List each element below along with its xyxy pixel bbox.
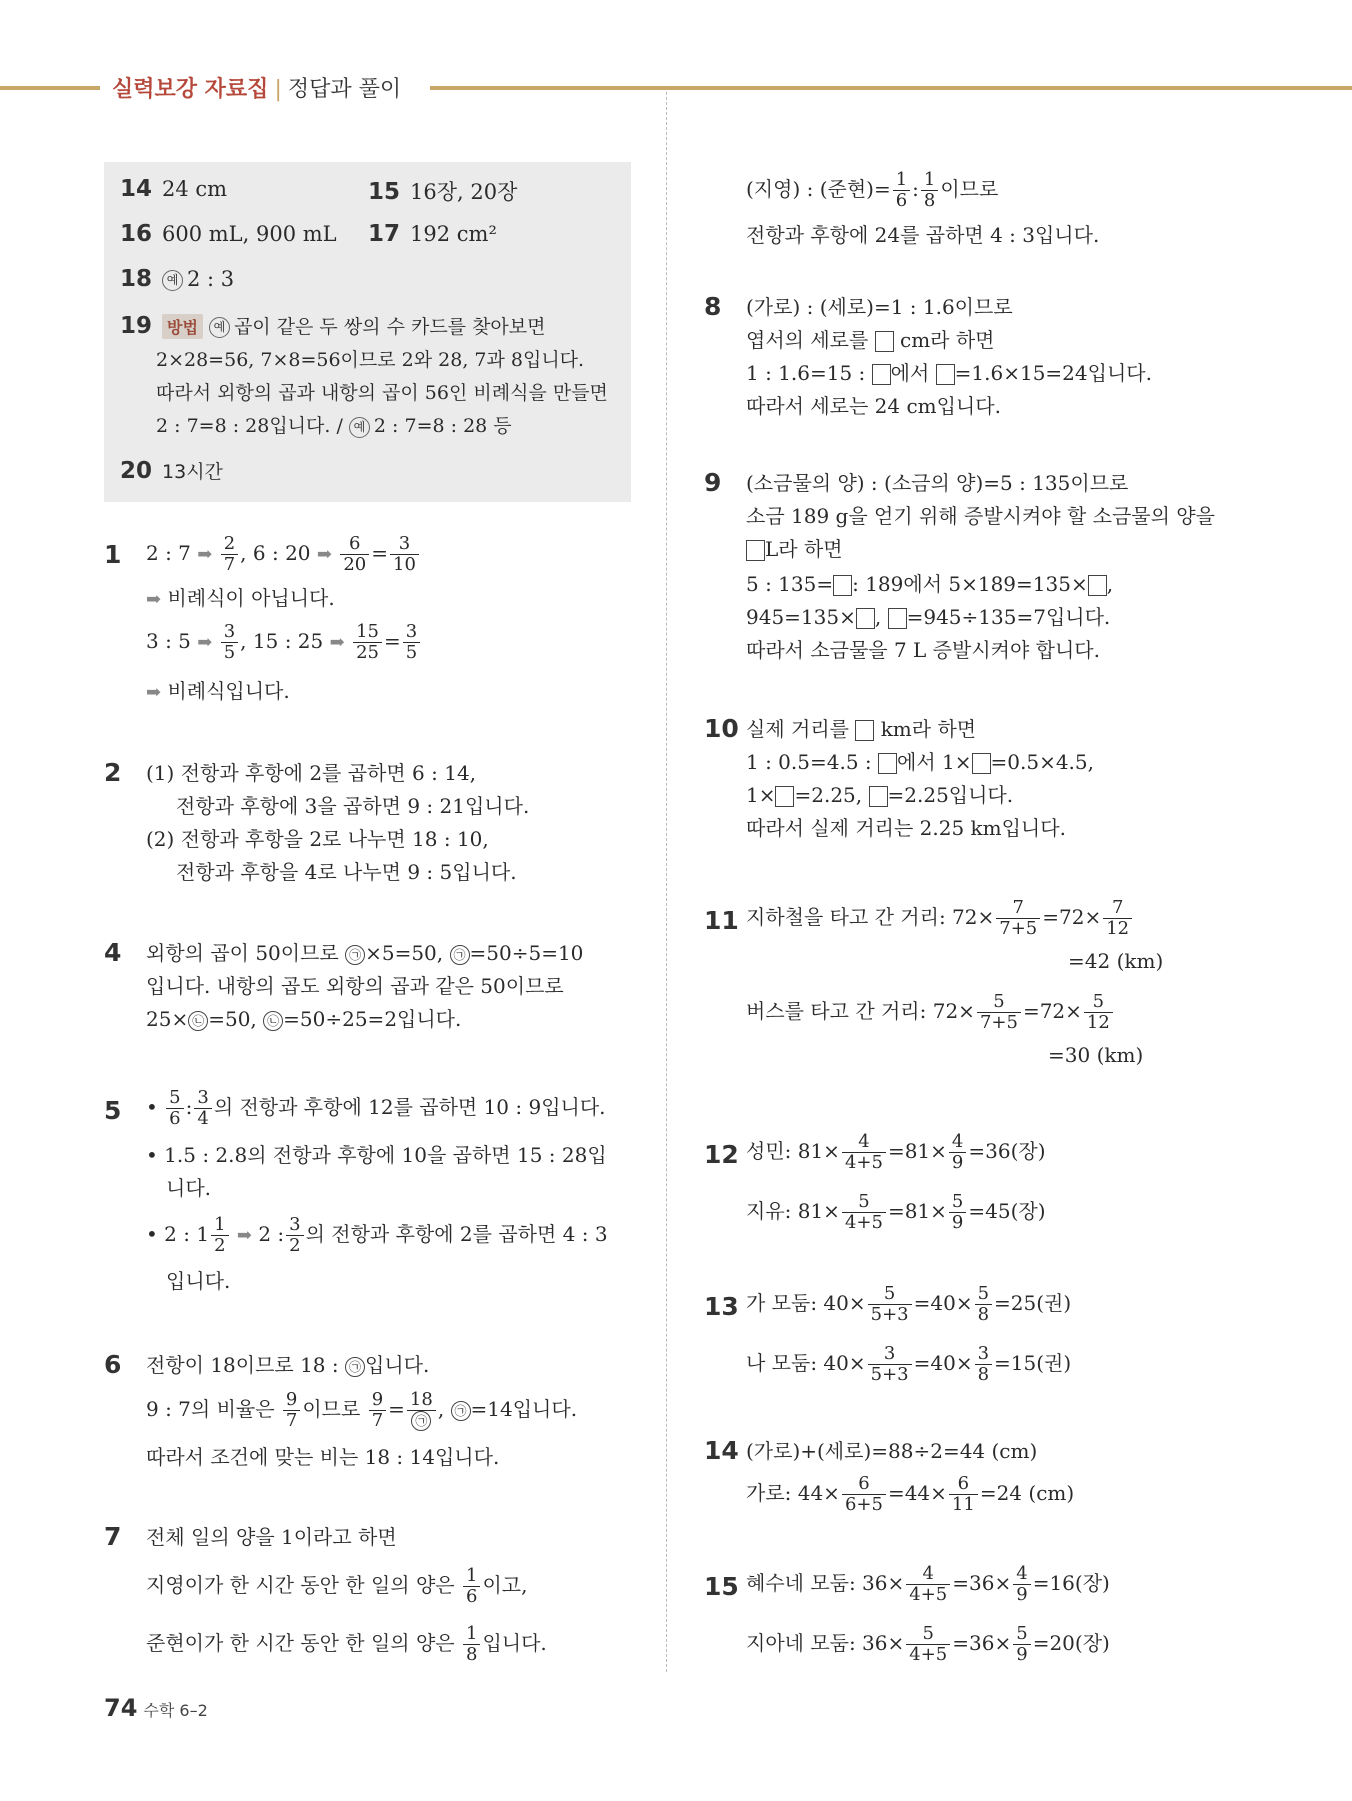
arrow-icon: ➡ bbox=[197, 544, 213, 565]
arrow-icon: ➡ bbox=[146, 682, 162, 703]
blank-box bbox=[936, 364, 955, 385]
answer-19-line-2: 2×28=56, 7×8=56이므로 2와 28, 7과 8입니다. bbox=[156, 349, 585, 371]
arrow-icon: ➡ bbox=[146, 589, 162, 610]
arrow-icon: ➡ bbox=[197, 632, 213, 653]
answer-14: 14 24 cm bbox=[120, 176, 228, 202]
p1-line-1: 2 : 7 ➡ $\frac{2}{7}$ , 6 : 20 ➡ $\frac{6}{20}$ = $\frac{3}{10}$ bbox=[146, 534, 421, 575]
blank-box bbox=[775, 786, 794, 807]
book-title: 수학 6–2 bbox=[143, 1701, 208, 1720]
p1-line-4: ➡ 비례식입니다. bbox=[146, 679, 290, 703]
header-title-sub: 정답과 풀이 bbox=[287, 77, 402, 102]
page-number: 74 bbox=[104, 1694, 138, 1722]
header-title-main: 실력보강 자료집 bbox=[112, 77, 269, 102]
arrow-icon: ➡ bbox=[236, 1225, 252, 1246]
answer-18: 18 예 2 : 3 bbox=[120, 266, 235, 292]
blank-box bbox=[875, 331, 894, 352]
p1-line-2: ➡ 비례식이 아닙니다. bbox=[146, 586, 335, 610]
blank-box bbox=[972, 753, 991, 774]
blank-box bbox=[855, 720, 874, 741]
blank-box bbox=[888, 608, 907, 629]
header-separator: | bbox=[274, 77, 282, 102]
example-icon: 예 bbox=[349, 417, 370, 438]
blank-box bbox=[856, 608, 875, 629]
p1-line-3: 3 : 5 ➡ $\frac{3}{5}$ , 15 : 25 ➡ $\frac{15}{25}$ = $\frac{3}{5}$ bbox=[146, 622, 422, 663]
answer-19-line-4: 2 : 7=8 : 28입니다. / 예 2 : 7=8 : 28 등 bbox=[156, 415, 512, 437]
blank-box bbox=[746, 540, 765, 561]
answer-17: 17 192 cm² bbox=[368, 221, 497, 247]
answer-20: 20 13시간 bbox=[120, 458, 223, 484]
page-footer bbox=[104, 1694, 208, 1722]
header-rule-left bbox=[0, 86, 100, 90]
blank-box bbox=[833, 575, 852, 596]
header-rule-right bbox=[430, 86, 1352, 90]
example-icon: 예 bbox=[209, 317, 230, 338]
blank-box bbox=[878, 753, 897, 774]
answer-summary-box bbox=[104, 162, 631, 502]
answer-15: 15 16장, 20장 bbox=[368, 179, 518, 205]
column-divider bbox=[666, 92, 667, 1672]
answer-19-line-3: 따라서 외항의 곱과 내항의 곱이 56인 비례식을 만들면 bbox=[156, 382, 608, 404]
blank-box bbox=[872, 364, 891, 385]
answer-19: 19 방법 예 곱이 같은 두 쌍의 수 카드를 찾아보면 bbox=[120, 313, 546, 339]
arrow-icon: ➡ bbox=[329, 632, 345, 653]
arrow-icon: ➡ bbox=[316, 544, 332, 565]
blank-box bbox=[1088, 575, 1107, 596]
example-icon: 예 bbox=[162, 270, 183, 291]
method-tag: 방법 bbox=[162, 314, 203, 339]
header-title bbox=[112, 72, 401, 103]
page-header bbox=[0, 72, 1352, 102]
answer-16: 16 600 mL, 900 mL bbox=[120, 221, 337, 247]
blank-box bbox=[869, 786, 888, 807]
